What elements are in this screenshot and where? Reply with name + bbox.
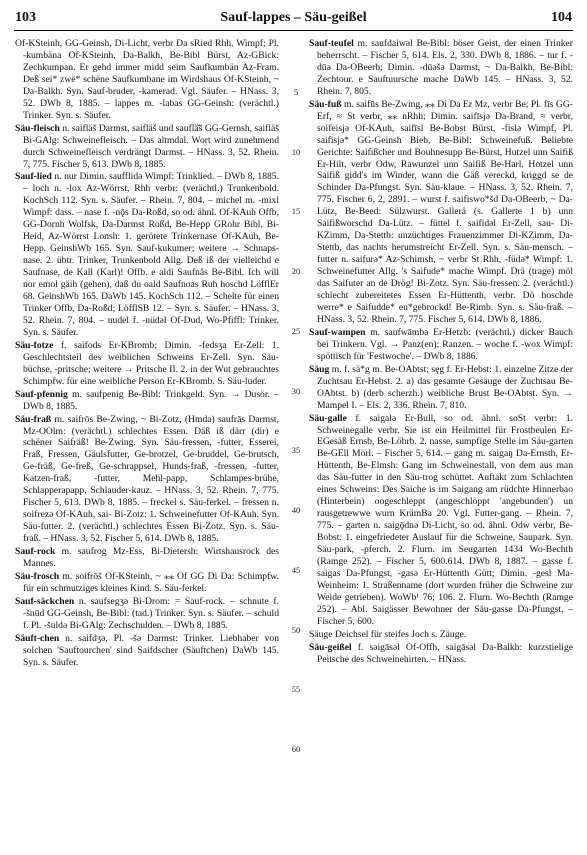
entry-text: m. saufdaiwəl Be-Bibl: böser Geist, der einen Trinker beherrscht. – Fischer 5, 614. Els. 2, 330. DWb 8, 1886. – tur f. -dūə Da-OBeerb; Dimin. -dūəšə Darmst, ~ Da-Balkh, Be-Bibl: Zechtour. e Sauftuursche mache DaWb 145. – HNass. 3, 52. Rhein. 7, 805. bbox=[317, 38, 573, 97]
line-number: 35 bbox=[291, 445, 301, 456]
entry-lemma: Säu-galle bbox=[309, 412, 347, 424]
entry-lemma: Säuft-chen bbox=[15, 632, 60, 644]
entry-text: m. soifrōš Of-KSteinh, ~ ⁎⁎ Of GG Di Da: Schimpfw. für ein schmutziges kleines Kind. S. Säu-ferkel. bbox=[23, 570, 279, 594]
dictionary-entry bbox=[309, 38, 573, 98]
page-number-right: 104 bbox=[551, 10, 572, 25]
entry-lemma: Sauf-lied bbox=[15, 171, 52, 183]
entry-lemma: Sauf-rock bbox=[15, 546, 56, 558]
entry-text: f. saigalə Er-Bull, so od. ähnl. soSt verbr: 1. Schweinegalle verbr. Sie ist ein Heilmittel für Frostbeulen Er-EGesäß Ernsb, Be-Löhrb. 2. nasse, sumpfige Stelle im Säu-garten Be-GEll Mörl. – Fischer 5, 614. – gang m. saigaŋ Da-Ernsth, Er-Hüttenth, Be-Elmsh: Gang im Schweinestall, von dem aus man das Säu-futter in den Säu-trog schüttet. Auftakt zum Schlachten eines Schweins: Des Saiche is im Saigang am rüdchte Hinnerbao (Hinterbein) oogeschleppt (angeschlöppt 'angebunden') un rausgetrewwe wurn KrämBa 20. Vgl. Futter-gang. – Rhein. 7, 775. – garten n. saigǭdnə Di-Licht, so od. ähnl. Odw verbr, Be-Bobst: 1. eingefriedeter Auslauf für die Schweine, Saupark. Syn. Säu-park, -pferch. 2. Flurn. im Seugarten 1434 Wo-Bechth (Ramge 252). – Fischer 5, 600.614. DWb 8, 1887. – gasse f. saigas Da-Pfungst, -gasə Er-Hüttenth Gütt; Dimin. -gesl Ma-Weinheim: 1. Straßenname (dort wurden früher die Schweine zur Weide getrieben). WoWb¹ 76; 106. 2. Flurn. Wo-Bechth (Ramge 252). – Abl. Saigässer Bewohner der Säu-gasse Da-Pfungst. – Fischer 5, 600. bbox=[317, 412, 573, 627]
entry-text: f. saifods Er-KBromb; Dimin. -fedsʒa Er-Zell: 1. Geschlechtsteil des weiblichen Schweins Er-Zell. Syn. Säu-büchse, -pritsche; weitere → Pritsche II. 2. in der Wut gebrauchtes Schimpfw. für eine weibliche Person Er-KBromb. S. Säu-luder. bbox=[23, 339, 279, 387]
column-right bbox=[309, 38, 573, 846]
dictionary-entry bbox=[15, 389, 279, 413]
entry-text: Of-KSteinh, GG-Geinsh, Di-Licht, verbr Da sRied Rhh, Wimpf; Pl. -kumbäna Of-KSteinh, Da-Balkh, Be-Bibl Bürst, Az-GBick: Zechkumpan. Er gehd immer midd seim Saufkumbän Az-Fram. Deß sei* zwë* schëne Saufkumbane im Wirdshaus Of-KSteinh, ~ Da-Balkh. Syn. Sauf-bruder, -kamerad. Vgl. Säufer. – HNass. 3, 52. DWb 8, 1885. – lappes m. -labas GG-Geinsh: (verächtl.) Trinker. Syn. s. Säufer. bbox=[15, 38, 279, 121]
entry-lemma: Sauf-wampen bbox=[309, 326, 366, 338]
line-number: 45 bbox=[291, 564, 301, 575]
entry-lemma: Säu-fotze bbox=[15, 339, 54, 351]
dictionary-entry bbox=[15, 171, 279, 338]
dictionary-entry bbox=[309, 327, 573, 363]
entry-text: n. saifläš Darmst, saifläš und sauflä̌š GG-Gernsh, saifläš Bi-GAlg: Schweinefleisch. – Das altmdal. Wort wird zunehmend durch Schweinefleisch verdrängt Darmst. – HNass. 3, 52. Rhein. 7, 775. Fischer 5, 613. DWb 8, 1885. bbox=[23, 122, 279, 170]
entry-text: m. saufrog Mz-Ess, Bi-Dietersh: Wirtshausrock des Mannes. bbox=[23, 546, 279, 569]
dictionary-entry bbox=[15, 123, 279, 171]
dictionary-entry bbox=[15, 340, 279, 388]
entry-lemma: Säug bbox=[309, 363, 330, 375]
dictionary-entry bbox=[15, 546, 279, 570]
dictionary-entry bbox=[309, 629, 573, 641]
entry-text: n. saufsegʒə Bi-Drom: = Sauf-rock. – schnute f. -šnūd GG-Geinsh, Be-Bibl: (tad.) Trinker. Syn. s. Säufer. – schuld f. Pl. -šuldə Bi-GAlg: Zechschulden. – DWb 8, 1885. bbox=[23, 595, 279, 631]
entry-lemma: Sauf-pfennig bbox=[15, 388, 68, 400]
dictionary-entry bbox=[309, 99, 573, 326]
entry-text: m. f. sä*g m. Be-OAbtst; sęg f. Er-Hebst: 1. einzelne Zitze der Zuchtsau Er-Hebst. 2. a) das gesamte Gesäuge der Zuchtsau Be-OAbtst. b) (derb scherzh.) weibliche Brust Be-OAbtst. Syn. → Mampel I. – Els. 2, 336. Rhein. 7, 810. bbox=[317, 363, 573, 411]
entry-text: m. saifūs Be-Zwing, ⁎⁎ Di Da Er Mz, verbr Be; Pl. fīs GG-Erf, ≈ St verbr, ⁎⁎ nRhh; Dimin. saifīsjə Da-Brand, ≈ verbr, soifeisjə Of-KAuh, saifīsl Be-Bobst Bürst, -fislə Wimpf, Pl. saifisjə* GG-Geinsh Bieb, Be-Bibl: Schweinefuß. Beliebte Gerichte: Saifißcher und Bouhnesupp Be-Bürst, Hutzel unn Saifiß Er-Hilt, verbr Odw, Rawunzel unn Saifiß Be-Harl. Hotzel unn Saifiß gidd's im Winder, wann die Gäß vereckd, kriggd se de Schinder Da-Pfungst. Syn. Säu-klaue. – HNass. 3, 52. Rhein. 7, 775. Fischer 6, 2, 2891. – wurst f. saifiswo*šd Da-OBeerb, ~ Da-Lütz, Be-Beed: Sülzwurst. Gallerä (s. Gallerte 1 b) unn Saifißworschd Da-Lütz. – füttel f. saifidəl Er-Zell, sau- Di-KZimm, Da-Stettb: unzüchtiges Frauenzimmer Di-KZimm, Da-Stettb, das nachts herumstreicht Er-Zell. Syn. s. Säu-mensch. – futter n. saifurə* Az-Schimsh, ~ verbr St Rhh, -füdə* Wimpf: 1. Schweinefutter Allg. 's Saifude* mache Wimpf. Drä (trage) möl das Saifuter an de Drög! Bi-Zotz. Syn. Säu-fressen. 2. (verächtl.) schlecht zubereitetes Essen Er-Hüttenth, verbr. Dö hoschde werre* e Saifudde* eu*gebrockd! Be-Rimb. Syn. s. Säu-fraß. – HNass. 3, 52. Rhein. 7, 775. Fischer 5, 614. DWb 8, 1886. bbox=[317, 98, 573, 325]
entry-text: n. nur Dimin. saufflidə Wimpf: Trinklied. – DWb 8, 1885. – loch n. -lox Az-Wörrst, Rhh verbr: (verächtl.) Trunkenbold. KochSch 112. Syn. s. Säufer. – Rhein. 7, 804. – michel m. -mixl Wimpf: dass. – nase f. -nǭs Da-Roßd, so od. ähnl. Of-KAuh Offb, GG-Dornh Wolfsk, Da-Darmst Roßd, Be-Hepp GRohr Bibl, Bi-Heid, Az-Wörrst Lonsh: 1. gerötete Trinkernase Of-KAuh, Be-Hepp. GeinshWb 165. Syn. Sauf-kukumer; weitere → Schnaps-nase. 2. übtr. Trinker, Trunkenbold Allg. Deß iß der vielleichd e Saufnase, de Kall (Karl)! Offb. e aldi Saufnås Be-Bibl. Ich will nor emol gäih (gehen), daß du oald Saufnoas Ruh hoschd LöfflEr 68. GeinshWb 165. DaWb 145. KochSch 112. – Schelte für einen Trinker Offb, Da-Roßd; LöfflSB 12. – Syn. s. Säufer. – HNass. 3, 52. Rhein. 7, 804. – nudel f. -nüdəl Of-Dud, Wo-Pfiffl: Trinker. Syn. s. Säufer. bbox=[23, 171, 279, 338]
line-number: 15 bbox=[291, 206, 301, 217]
dictionary-entry bbox=[309, 642, 573, 666]
entry-lemma: Säu-frosch bbox=[15, 570, 60, 582]
entry-lemma: Säu-geißel bbox=[309, 641, 352, 653]
dictionary-entry bbox=[15, 571, 279, 595]
entry-text: f. səigāsəl Of-Offh, saigāsəl Da-Balkh: kurzstielige Peitsche des Schweinehirten. – HNass. bbox=[317, 641, 573, 665]
entry-lemma: Säu-fraß bbox=[15, 413, 52, 425]
line-number: 55 bbox=[291, 684, 301, 695]
entry-text: m. saufpenig Be-Bibl: Trinkgeld. Syn. → Dusör. – DWb 8, 1885. bbox=[23, 388, 279, 412]
dictionary-entry bbox=[15, 596, 279, 632]
dictionary-entry bbox=[309, 413, 573, 628]
column-left bbox=[15, 38, 279, 846]
dictionary-entry bbox=[15, 414, 279, 545]
entry-text: m. saifrōs Be-Zwing, ~ Bi-Zotz, (Hmda) saufrās Darmst, Mz-OOlm: (verächtl.) schlechtes Essen. Däß iß därr (dir) e schëner Saifräß! Be-Zwing. Syn. Säu-fressen, -futter, Esserei, Fraß, Fressen, Gäulsfutter, Ge-brotzel, Ge-bruddel, Ge-brutsch, Ge-fräß, Ge-freß, Ge-schrappsel, Hunds-fraß, -fressen, -futter, Katzen-fraß, -futter, Mehl-papp, Schlampes-brühe, Schlapperapapp, Schlauder-kauz. – HNass. 3, 52. Rhein. 7, 775. Fischer 5, 613. DWb 8, 1885. – freckel s. Säu-ferkel. – fressen n. soifrezə Of-KAuh, sai- Bi-Zotz: 1. Schweinefutter Of-KAuh. Syn. Säu-futter. 2. (verächtl.) schlechtes Essen Bi-Zotz. Syn. s. Säu-fraß. – HNass. 3, 52. Fischer 5, 614. DWb 8, 1885. bbox=[23, 413, 279, 545]
page-number-left: 103 bbox=[15, 10, 36, 25]
entry-lemma: Säu-fleisch bbox=[15, 122, 60, 134]
line-number: 5 bbox=[293, 86, 299, 97]
line-number: 40 bbox=[291, 505, 301, 516]
line-number: 30 bbox=[291, 385, 301, 396]
entry-text: n. saifdʒə, Pl. -šə Darmst: Trinker. Liebhaber von solchen 'Sauftourchen' sind Saifdscher (Säuftchen) DaWb 145. Syn. s. Säufer. bbox=[23, 632, 279, 668]
header-rule bbox=[14, 30, 573, 31]
entry-lemma: Sauf-teufel bbox=[309, 38, 354, 49]
line-number: 25 bbox=[291, 325, 301, 336]
dictionary-entry bbox=[309, 364, 573, 412]
dictionary-entry bbox=[15, 633, 279, 669]
entry-lemma: Säu-fuß bbox=[309, 98, 342, 110]
line-number: 60 bbox=[291, 744, 301, 755]
dictionary-entry bbox=[15, 38, 279, 122]
entry-lemma: Sauf-säckchen bbox=[15, 595, 75, 607]
line-number: 10 bbox=[291, 146, 301, 157]
entry-text: Säuge Deichsel für steifes Joch s. Zäuge. bbox=[309, 628, 467, 640]
entry-text: m. saufwāmbə Er-Hetzb: (verächtl.) dicker Bauch bei Trinkern. Vgl. → Panz(en); Ranzen. – woche f. -wox Wimpf: spöttisch für 'Festwoche'. – DWb 8, 1886. bbox=[317, 326, 573, 362]
line-number: 50 bbox=[291, 624, 301, 635]
line-number: 20 bbox=[291, 266, 301, 277]
running-head: Sauf-lappes – Säu-geißel bbox=[220, 10, 367, 25]
